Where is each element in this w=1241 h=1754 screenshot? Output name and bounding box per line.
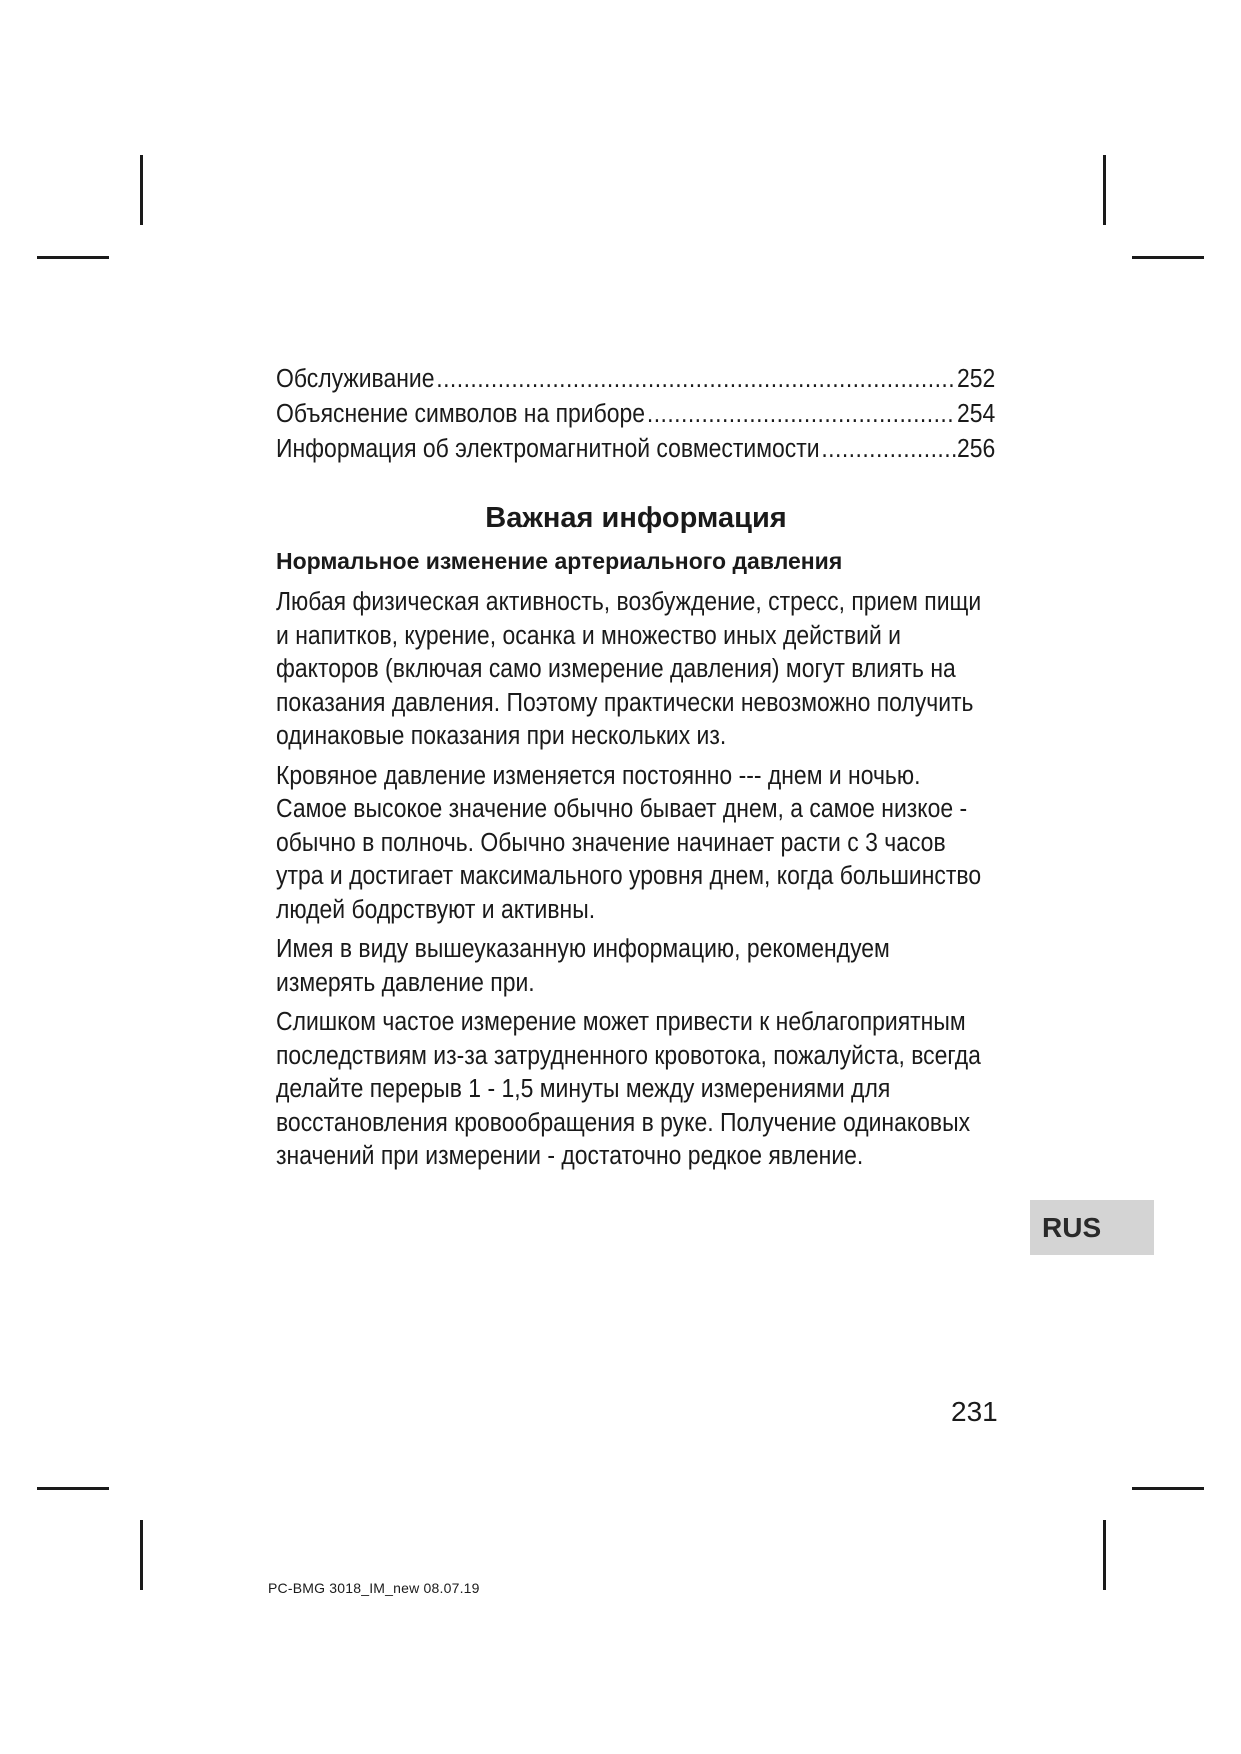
language-tab: RUS bbox=[1030, 1200, 1154, 1255]
crop-mark-bottom-left-vertical bbox=[140, 1520, 143, 1590]
crop-mark-top-right-horizontal bbox=[1132, 256, 1204, 259]
toc-entry bbox=[276, 362, 995, 397]
paragraph: Имея в виду вышеуказанную информацию, рекомендуем измерять давление при. bbox=[276, 935, 890, 997]
paragraph: Любая физическая активность, возбуждение, стресс, прием пищи и напитков, курение, осанка и множество иных действий и факторов (включая само измерение давления) могут влиять на показания давления. Поэтому практически невозможно получить одинаковые показания при нескольких из. bbox=[276, 588, 982, 750]
table-of-contents bbox=[276, 362, 996, 467]
toc-entry bbox=[276, 432, 995, 467]
toc-entry bbox=[276, 397, 995, 432]
toc-entry-page: 252 bbox=[956, 365, 996, 393]
crop-mark-bottom-right-vertical bbox=[1103, 1520, 1106, 1590]
footer-print-info: PC-BMG 3018_IM_new 08.07.19 bbox=[268, 1580, 480, 1596]
page-number: 231 bbox=[951, 1396, 998, 1427]
toc-entry-page: 254 bbox=[956, 400, 996, 428]
toc-entry-label: Информация об электромагнитной совместимости bbox=[276, 435, 820, 463]
toc-entry-label: Обслуживание bbox=[276, 365, 435, 393]
main-content bbox=[276, 498, 996, 1180]
toc-entry-label: Объяснение символов на приборе bbox=[276, 400, 646, 428]
crop-mark-bottom-left-horizontal bbox=[37, 1487, 109, 1490]
toc-leader-dots bbox=[647, 397, 955, 432]
crop-mark-top-right-vertical bbox=[1103, 155, 1106, 225]
crop-mark-top-left-horizontal bbox=[37, 256, 109, 259]
paragraph: Слишком частое измерение может привести к неблагоприятным последствиям из-за затрудненного кровотока, пожалуйста, всегда делайте перерыв 1 - 1,5 минуты между измерениями для восстановления кровообращения в руке. Получение одинаковых значений при измерении - достаточно редкое явление. bbox=[276, 1008, 981, 1170]
section-title: Важная информация bbox=[485, 502, 787, 534]
toc-entry-page: 256 bbox=[956, 435, 996, 463]
crop-mark-top-left-vertical bbox=[140, 155, 143, 225]
toc-leader-dots bbox=[436, 362, 955, 397]
paragraph: Кровяное давление изменяется постоянно --- днем и ночью. Самое высокое значение обычно бывает днем, а самое низкое - обычно в полночь. Обычно значение начинает расти с 3 часов утра и достигает максимального уровня днем, когда большинство людей бодрствуют и активны. bbox=[276, 761, 982, 924]
subsection-title: Нормальное изменение артериального давления bbox=[276, 548, 843, 574]
toc-leader-dots bbox=[821, 432, 955, 467]
crop-mark-bottom-right-horizontal bbox=[1132, 1487, 1204, 1490]
